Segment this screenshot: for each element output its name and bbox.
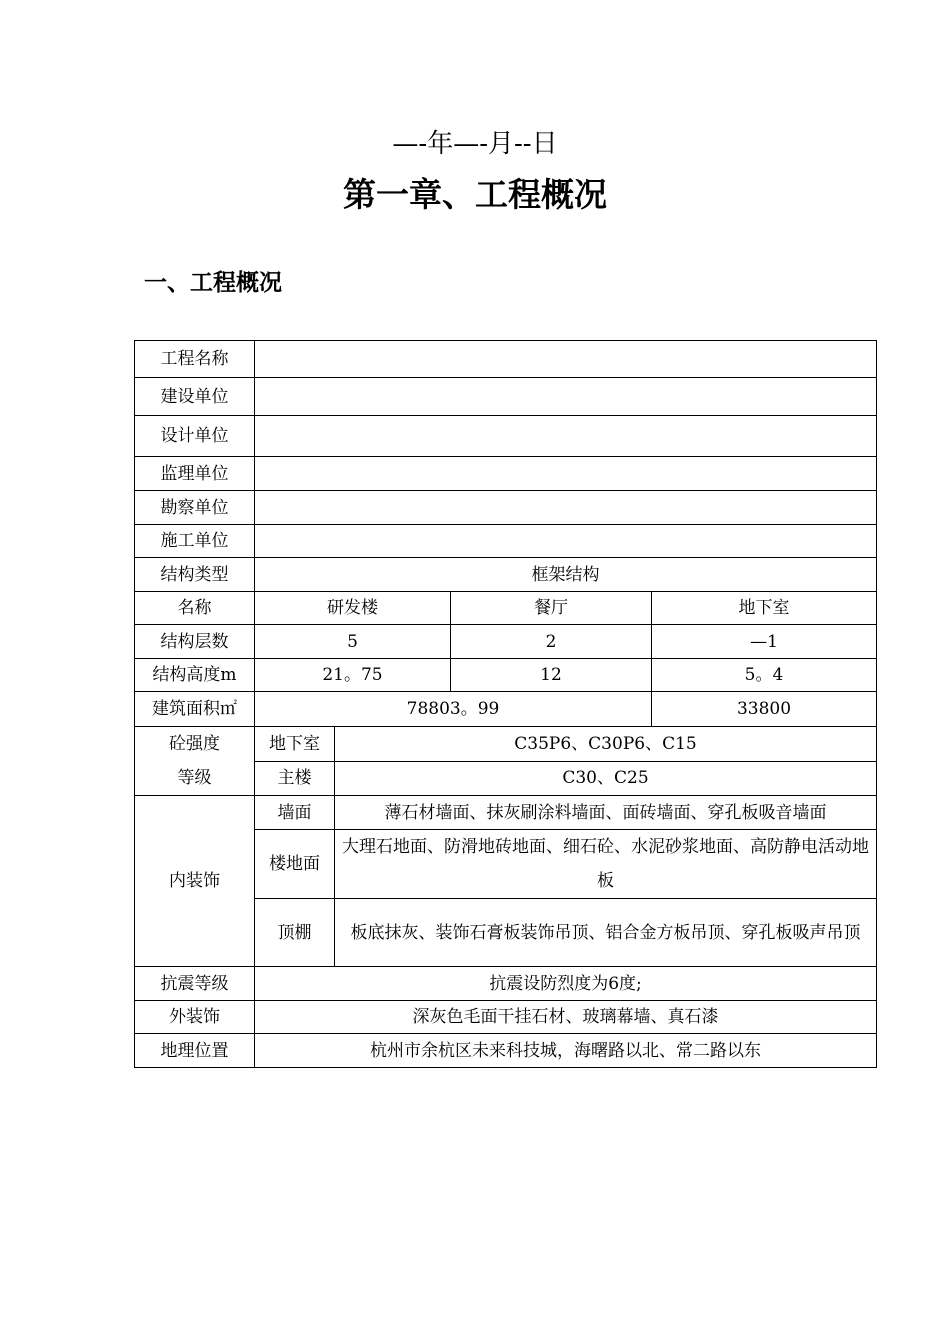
section-title: 一、工程概况 (144, 270, 282, 296)
name-restaurant: 餐厅 (451, 592, 652, 625)
concrete-grade-label (135, 727, 255, 796)
supervisor-label: 监理单位 (135, 457, 255, 491)
project-overview-table (134, 340, 877, 1068)
table-row (135, 727, 877, 762)
area-above-ground: 78803。99 (255, 692, 652, 727)
floors-rd-building: 5 (255, 625, 451, 659)
structure-type-label: 结构类型 (135, 558, 255, 592)
table-row (135, 625, 877, 659)
owner-value (255, 378, 877, 416)
document-date: —-年—-月--日 (392, 129, 558, 159)
interior-wall-value: 薄石材墙面、抹灰刷涂料墙面、面砖墙面、穿孔板吸音墙面 (335, 796, 877, 830)
table-row (135, 558, 877, 592)
interior-ceiling-value: 板底抹灰、装饰石膏板装饰吊顶、铝合金方板吊顶、穿孔板吸声吊顶 (335, 899, 877, 967)
floors-basement: —1 (652, 625, 877, 659)
table-row (135, 378, 877, 416)
project-name-value (255, 341, 877, 378)
designer-label: 设计单位 (135, 416, 255, 457)
names-label: 名称 (135, 592, 255, 625)
table-row (135, 592, 877, 625)
surveyor-label: 勘察单位 (135, 491, 255, 525)
table-row (135, 659, 877, 692)
seismic-value: 抗震设防烈度为6度; (255, 967, 877, 1001)
table-row (135, 491, 877, 525)
concrete-basement-label: 地下室 (255, 727, 335, 762)
table-row (135, 457, 877, 491)
table-row (135, 416, 877, 457)
area-basement: 33800 (652, 692, 877, 727)
height-basement: 5。4 (652, 659, 877, 692)
exterior-label: 外装饰 (135, 1001, 255, 1034)
height-restaurant: 12 (451, 659, 652, 692)
name-rd-building: 研发楼 (255, 592, 451, 625)
name-basement: 地下室 (652, 592, 877, 625)
concrete-main-label: 主楼 (255, 761, 335, 796)
contractor-value (255, 525, 877, 558)
height-label: 结构高度m (135, 659, 255, 692)
seismic-label: 抗震等级 (135, 967, 255, 1001)
interior-wall-label: 墙面 (255, 796, 335, 830)
supervisor-value (255, 457, 877, 491)
table-row (135, 1001, 877, 1034)
concrete-grade-label-line2: 等级 (177, 768, 212, 788)
table-row (135, 796, 877, 830)
table-row (135, 525, 877, 558)
location-value: 杭州市余杭区未来科技城，海曙路以北、常二路以东 (255, 1034, 877, 1068)
interior-ceiling-label: 顶棚 (255, 899, 335, 967)
surveyor-value (255, 491, 877, 525)
table-row (135, 1034, 877, 1068)
table-row (135, 341, 877, 378)
floors-restaurant: 2 (451, 625, 652, 659)
location-label: 地理位置 (135, 1034, 255, 1068)
table-row (135, 967, 877, 1001)
contractor-label: 施工单位 (135, 525, 255, 558)
project-name-label: 工程名称 (135, 341, 255, 378)
area-label: 建筑面积㎡ (135, 692, 255, 727)
exterior-value: 深灰色毛面干挂石材、玻璃幕墙、真石漆 (255, 1001, 877, 1034)
structure-type-value: 框架结构 (255, 558, 877, 592)
chapter-title: 第一章、工程概况 (343, 175, 607, 214)
interior-floor-value: 大理石地面、防滑地砖地面、细石砼、水泥砂浆地面、高防静电活动地板 (335, 830, 877, 899)
interior-floor-label: 楼地面 (255, 830, 335, 899)
floors-label: 结构层数 (135, 625, 255, 659)
interior-label: 内装饰 (135, 796, 255, 967)
height-rd-building: 21。75 (255, 659, 451, 692)
owner-label: 建设单位 (135, 378, 255, 416)
table-row (135, 692, 877, 727)
concrete-basement-value: C35P6、C30P6、C15 (335, 727, 877, 762)
concrete-grade-label-line1: 砼强度 (169, 734, 220, 754)
designer-value (255, 416, 877, 457)
concrete-main-value: C30、C25 (335, 761, 877, 796)
